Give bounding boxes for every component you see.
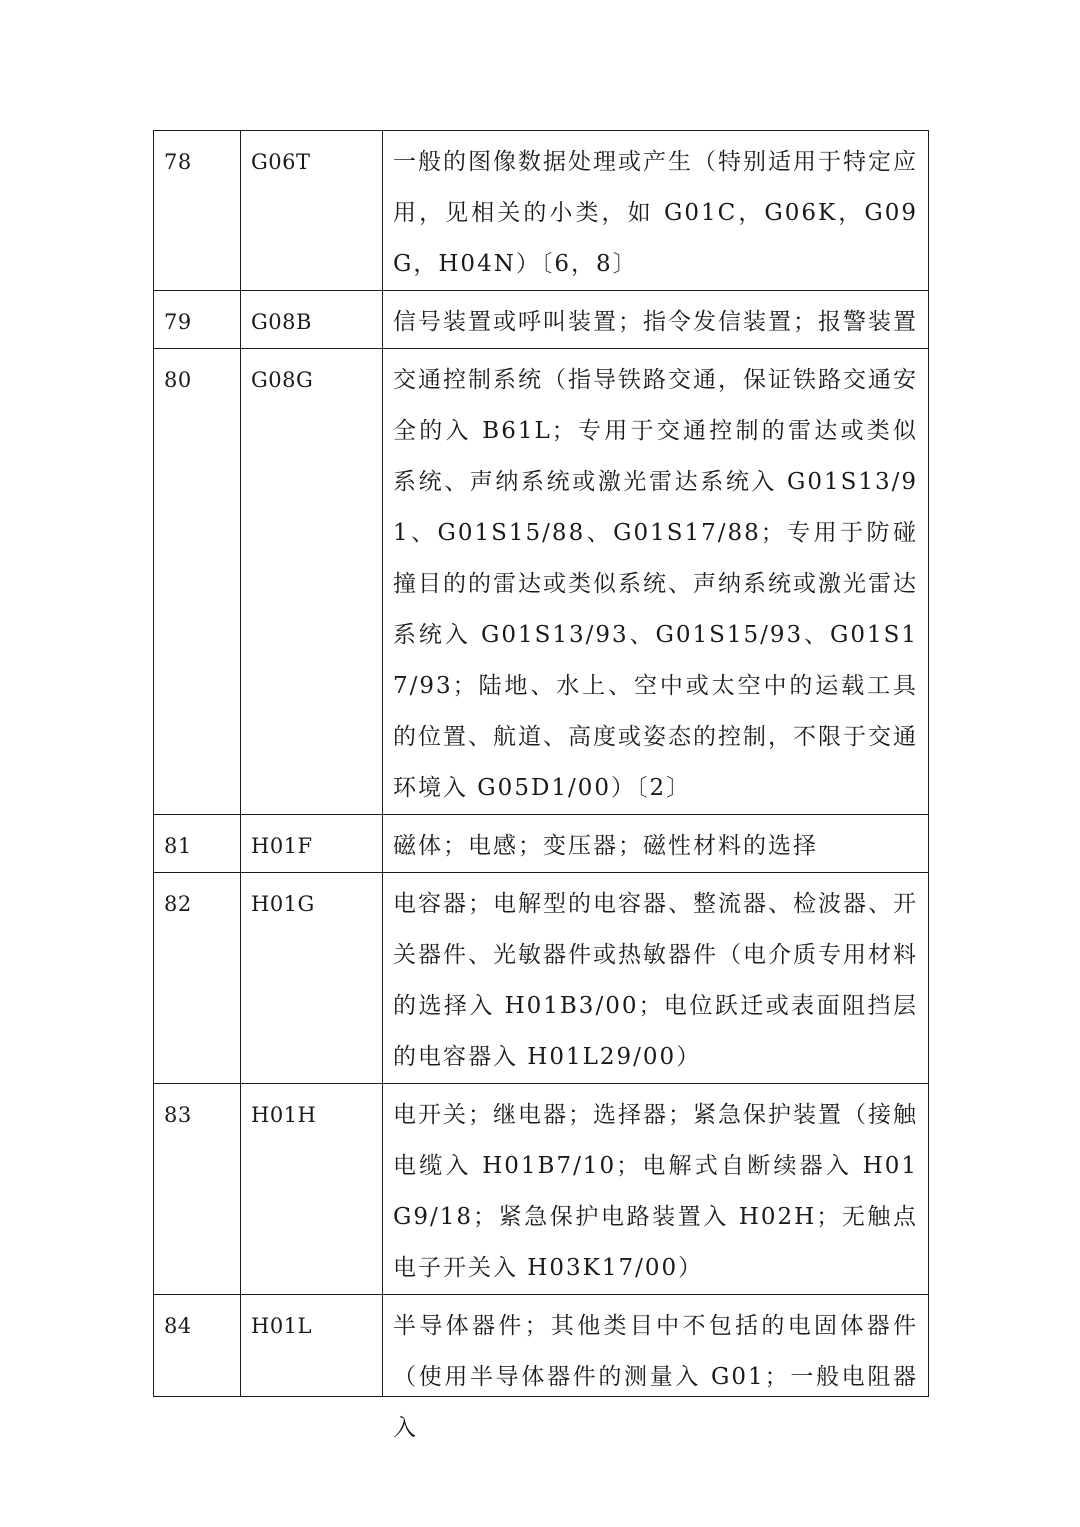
description-cell	[383, 1295, 929, 1441]
description-text: 电开关；继电器；选择器；紧急保护装置（接触电缆入 H01B7/10；电解式自断续器入 H01G9/18；紧急保护电路装置入 H02H；无触点电子开关入 H03K17/00）	[393, 1102, 918, 1281]
row-number: 83	[164, 1103, 192, 1127]
row-number: 82	[164, 892, 192, 916]
ipc-code: H01L	[251, 1314, 312, 1338]
row-number: 80	[164, 368, 192, 392]
ipc-code: H01G	[251, 892, 315, 916]
row-number-cell	[154, 815, 241, 873]
ipc-code: G08G	[251, 368, 314, 392]
description-cell	[383, 131, 929, 291]
description-cell	[383, 1084, 929, 1295]
table-row	[154, 349, 929, 815]
ipc-code-cell	[241, 291, 383, 349]
row-number-cell	[154, 1295, 241, 1397]
description-cell	[383, 873, 929, 1084]
ipc-code-cell	[241, 1084, 383, 1295]
ipc-code: G08B	[251, 310, 312, 334]
description-cell	[383, 815, 929, 873]
description-cell	[383, 291, 929, 349]
ipc-code-cell	[241, 1295, 383, 1397]
table-row	[154, 291, 929, 349]
description-text: 一般的图像数据处理或产生（特别适用于特定应用，见相关的小类，如 G01C，G06K，G09G，H04N）〔6，8〕	[393, 149, 918, 277]
ipc-code-cell	[241, 131, 383, 291]
row-number: 79	[164, 310, 192, 334]
description-text: 半导体器件；其他类目中不包括的电固体器件（使用半导体器件的测量入 G01；一般电阻器入	[393, 1313, 918, 1441]
description-text: 交通控制系统（指导铁路交通，保证铁路交通安全的入 B61L；专用于交通控制的雷达或类似系统、声纳系统或激光雷达系统入 G01S13/91、G01S15/88、G01S17/88；专用于防碰撞目的的雷达或类似系统、声纳系统或激光雷达系统入 G01S13/93、G01S15/93、G01S17/93；陆地、水上、空中或太空中的运载工具的位置、航道、高度或姿态的控制，不限于交通环境入 G05D1/00）〔2〕	[393, 367, 918, 801]
ipc-code-cell	[241, 349, 383, 815]
row-number: 81	[164, 834, 192, 858]
table-row	[154, 815, 929, 873]
ipc-code-cell	[241, 815, 383, 873]
row-number: 84	[164, 1314, 192, 1338]
ipc-code: H01F	[251, 834, 313, 858]
table-row	[154, 131, 929, 291]
row-number-cell	[154, 291, 241, 349]
row-number: 78	[164, 150, 192, 174]
row-number-cell	[154, 131, 241, 291]
table-row	[154, 1295, 929, 1397]
table-row	[154, 873, 929, 1084]
description-text: 电容器；电解型的电容器、整流器、检波器、开关器件、光敏器件或热敏器件（电介质专用材料的选择入 H01B3/00；电位跃迁或表面阻挡层的电容器入 H01L29/00）	[393, 891, 918, 1070]
ipc-code-cell	[241, 873, 383, 1084]
ipc-classification-table	[153, 130, 929, 1441]
row-number-cell	[154, 1084, 241, 1295]
row-number-cell	[154, 349, 241, 815]
table-row	[154, 1084, 929, 1295]
description-text: 信号装置或呼叫装置；指令发信装置；报警装置	[393, 309, 918, 335]
ipc-code: H01H	[251, 1103, 317, 1127]
row-number-cell	[154, 873, 241, 1084]
ipc-code: G06T	[251, 150, 311, 174]
description-text: 磁体；电感；变压器；磁性材料的选择	[393, 833, 818, 859]
description-cell	[383, 349, 929, 815]
